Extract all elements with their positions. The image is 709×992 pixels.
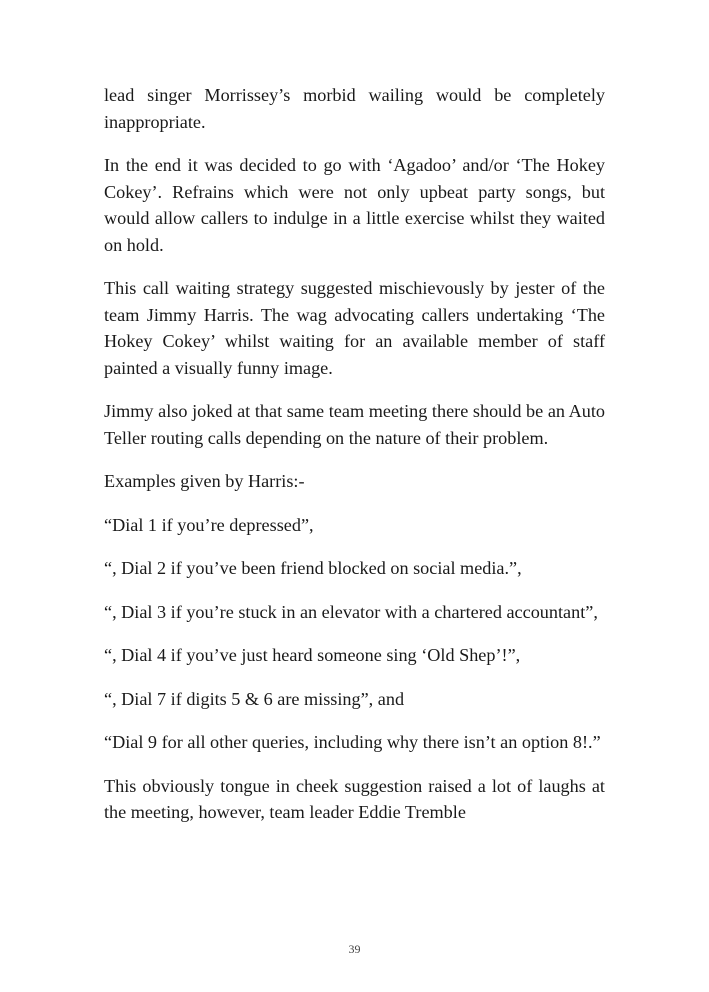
example-dial-1: “Dial 1 if you’re depressed”, bbox=[104, 514, 314, 535]
example-dial-3: “, Dial 3 if you’re stuck in an elevator with a chartered accountant”, bbox=[104, 601, 598, 622]
example-dial-4: “, Dial 4 if you’ve just heard someone sing ‘Old Shep’!”, bbox=[104, 645, 521, 665]
page-number: 39 bbox=[348, 942, 361, 956]
example-dial-7: “, Dial 7 if digits 5 & 6 are missing”, and bbox=[104, 688, 405, 709]
paragraph-tongue-in-cheek: This obviously tongue in cheek suggestion raised a lot of laughs at the meeting, however, team leader Eddie Tremble bbox=[104, 775, 605, 822]
paragraph-call-waiting: This call waiting strategy suggested mischievously by jester of the team Jimmy Harris. The wag advocating callers undertaking ‘The Hokey Cokey’ whilst waiting for an available member of staff painted a visually funny image. bbox=[104, 278, 605, 378]
paragraph-examples-intro: Examples given by Harris:- bbox=[104, 471, 305, 491]
paragraph-auto-teller: Jimmy also joked at that same team meeting there should be an Auto Teller routing calls depending on the nature of their problem. bbox=[104, 401, 605, 448]
body-text bbox=[104, 82, 605, 843]
example-dial-9: “Dial 9 for all other queries, including why there isn’t an option 8!.” bbox=[104, 732, 601, 752]
paragraph-continuation: lead singer Morrissey’s morbid wailing would be completely inappropriate. bbox=[104, 85, 605, 132]
paragraph-agadoo: In the end it was decided to go with ‘Agadoo’ and/or ‘The Hokey Cokey’. Refrains which were not only upbeat party songs, but would allow callers to indulge in a little exercise whilst they waited on hold. bbox=[104, 155, 605, 255]
example-dial-2: “, Dial 2 if you’ve been friend blocked on social media.”, bbox=[104, 558, 522, 578]
